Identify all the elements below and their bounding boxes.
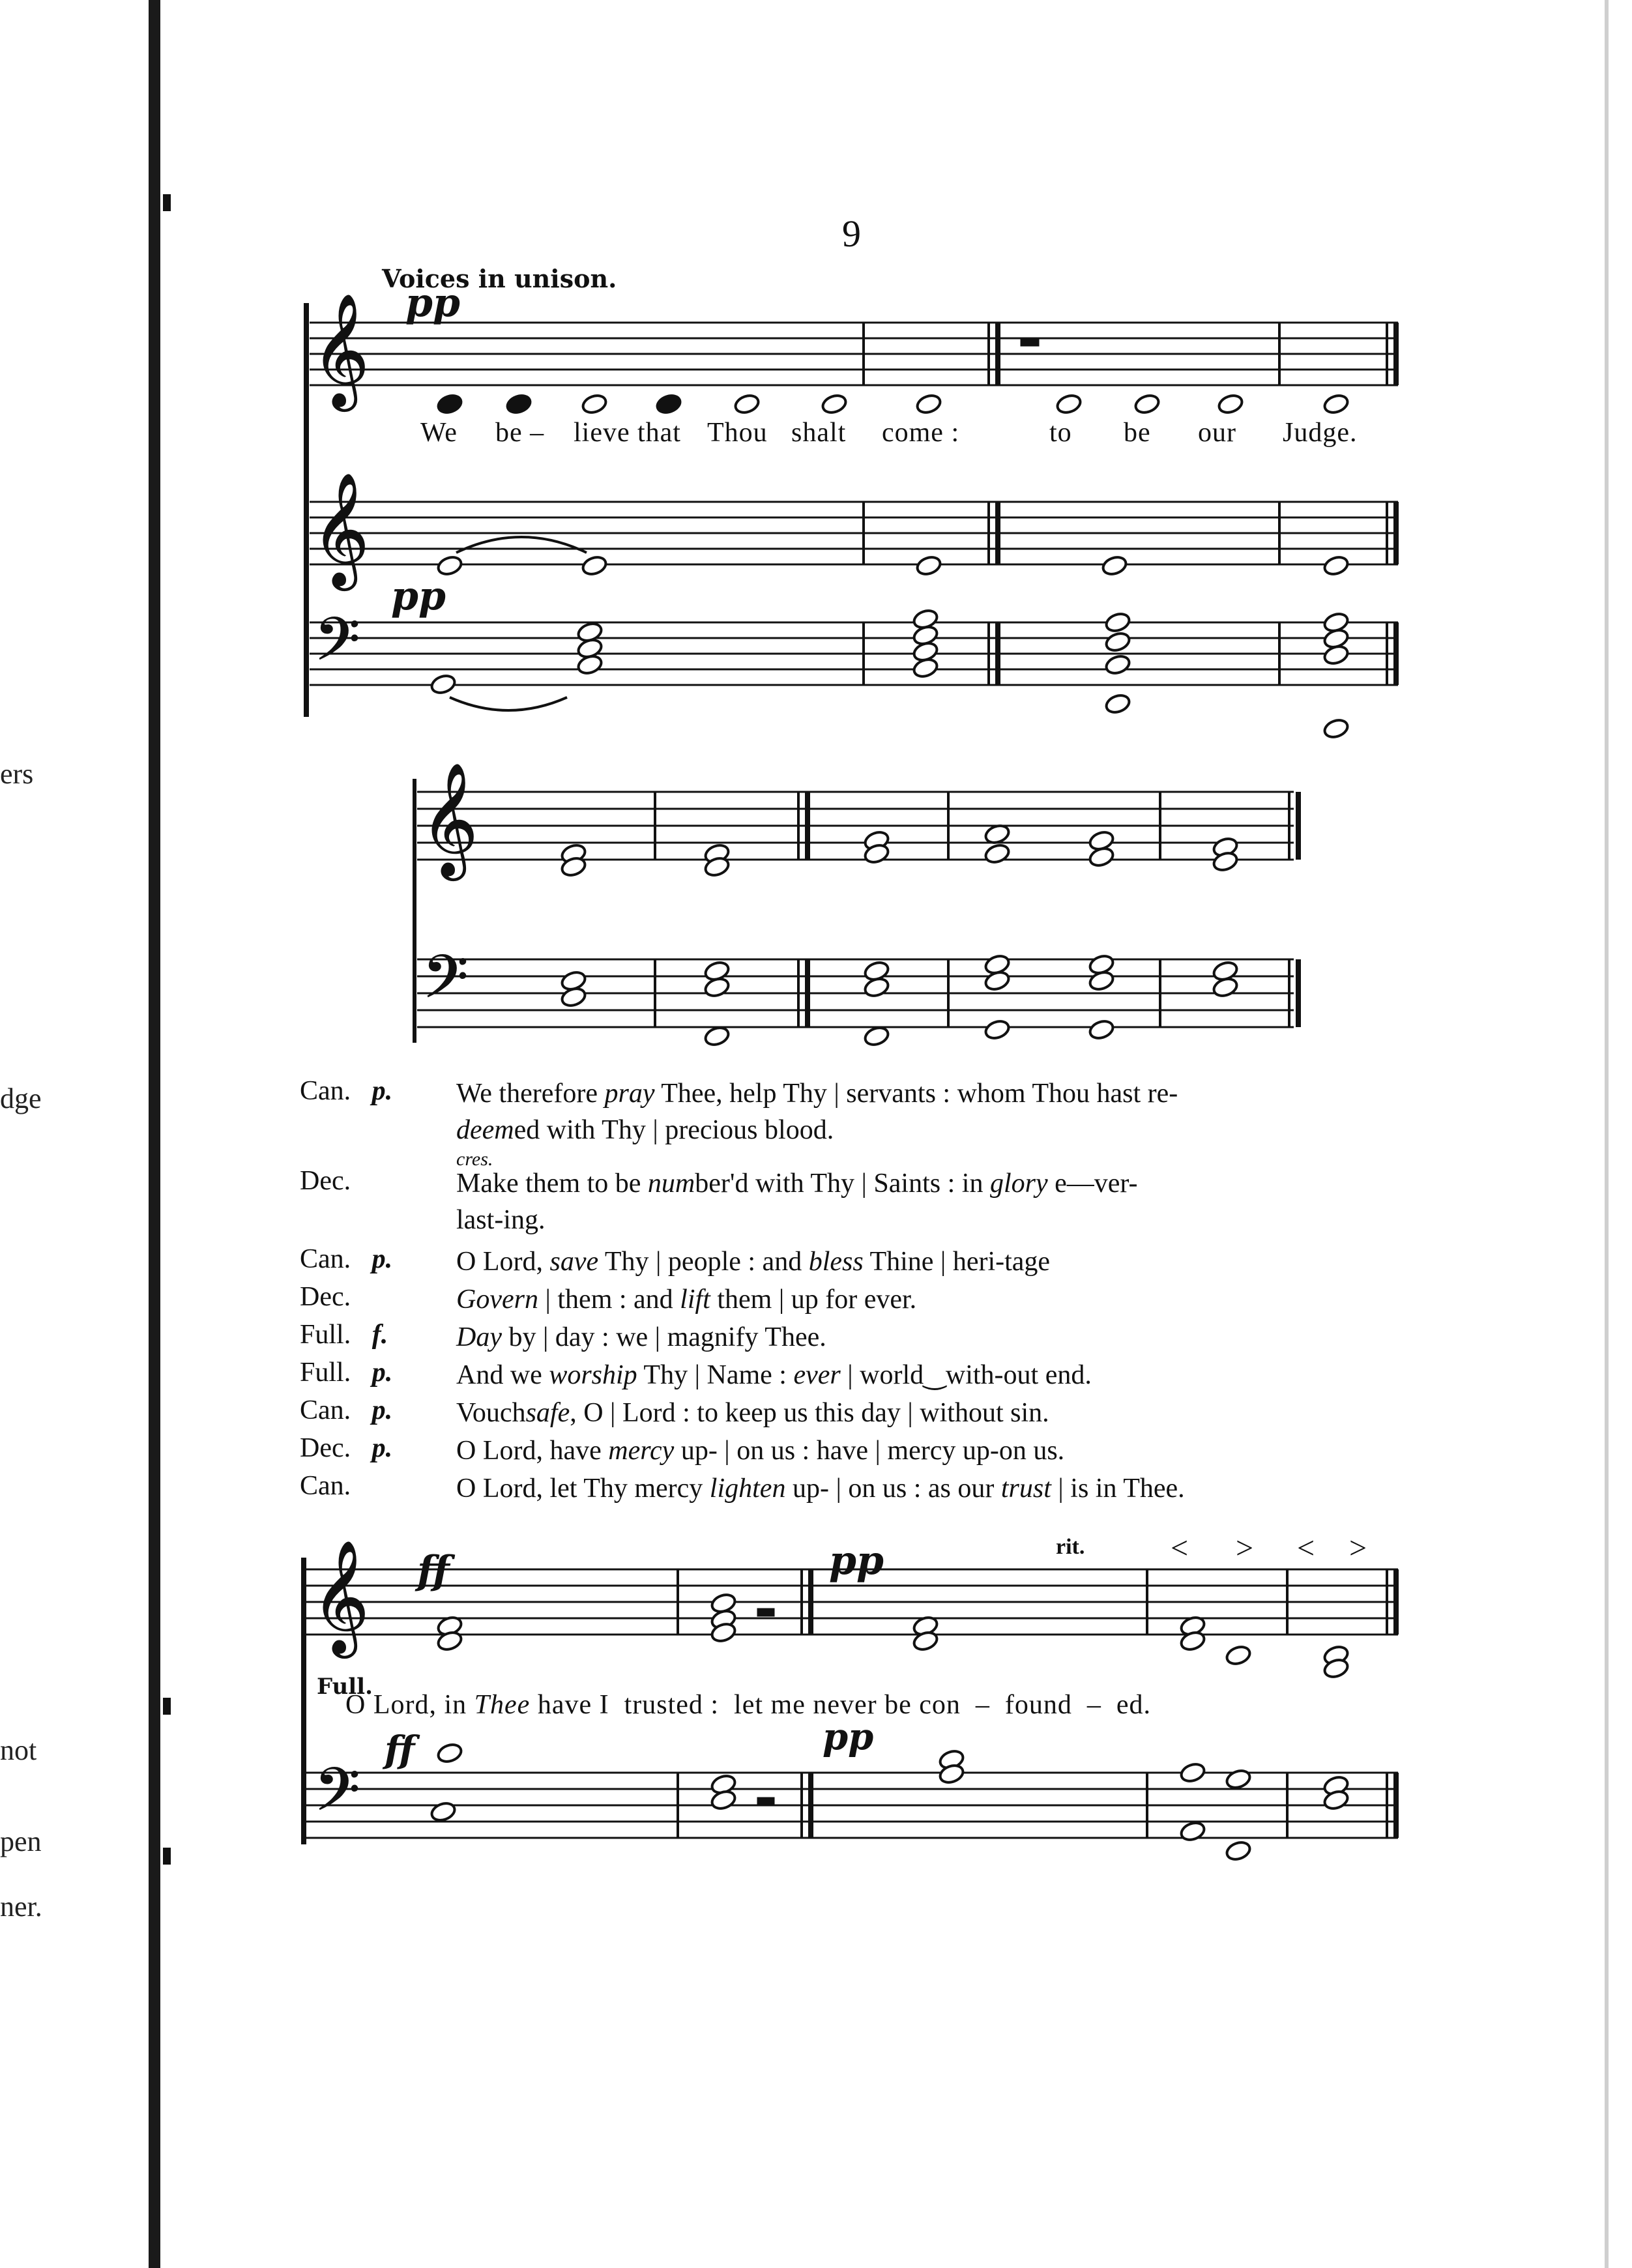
ritardando-mark: rit. [1056,1535,1085,1559]
bass-clef: 𝄢 [314,605,360,688]
chant-text: And we worship Thy | Name : ever | world‿with-out end. [456,1360,1092,1390]
note-head [1088,846,1115,869]
note-head [703,1025,731,1048]
margin-fragment: pen [0,1825,42,1857]
diminuendo-hairpin: > [1349,1531,1367,1565]
note-head [915,393,942,416]
note-head [1225,1644,1252,1667]
chant-text: We therefore pray Thee, help Thy | servants : whom Thou hast re- deemed with Thy | precious blood. [456,1079,1178,1145]
lyric-line: O Lord, in Thee have I trusted : let me never be con – found – ed. [345,1690,1152,1720]
lyric-word: Judge. [1283,418,1358,448]
chant-text: O Lord, let Thy mercy lighten up- | on us : as our trust | is in Thee. [456,1474,1185,1504]
note-head [863,1025,890,1048]
chant-voice-label: Can. [300,1471,351,1501]
lyric-word: lieve [574,418,630,448]
chant-text: Make them to be number'd with Thy | Saints : in glory e—ver- last-ing. [456,1169,1138,1235]
lyric-word: be [1124,418,1151,448]
chant-text: Day by | day : we | magnify Thee. [456,1322,826,1352]
note-head [1104,654,1131,676]
crescendo-hairpin: < [1171,1531,1189,1565]
lyric-word: to [1049,418,1072,448]
note-head [436,555,463,577]
margin-fragment: not [0,1734,37,1766]
dynamic-ff: ff [385,1728,415,1771]
chant-text: Vouchsafe, O | Lord : to keep us this day | without sin. [456,1398,1049,1428]
crescendo-mark: cres. [456,1148,493,1170]
dynamic-pp: pp [823,1715,874,1758]
treble-clef: 𝄞 [312,293,370,407]
note-head [984,843,1011,865]
note-head [1225,1840,1252,1863]
voices-in-unison-label: Voices in unison. [382,264,617,293]
note-head [1088,1019,1115,1041]
treble-clef: 𝄞 [420,763,478,876]
note-head [1212,976,1239,999]
diminuendo-hairpin: > [1236,1531,1254,1565]
dynamic-pp: pp [829,1538,884,1584]
page-number: 9 [842,212,861,255]
note-head [430,673,457,696]
note-head [703,976,731,999]
note-head [581,393,608,416]
treble-clef: 𝄞 [312,1540,370,1653]
note-head [436,1742,463,1765]
half-rest [1021,338,1039,346]
crescendo-hairpin: < [1297,1531,1315,1565]
note-head [581,555,608,577]
full-label: Full. [317,1674,373,1700]
note-head [984,1019,1011,1041]
note-head [915,555,942,577]
note-head [1322,644,1350,667]
half-rest [757,1797,774,1805]
chant-voice-label: Dec. [300,1166,351,1196]
note-head [430,1801,457,1824]
bass-clef: 𝄢 [422,942,469,1026]
treble-clef: 𝄞 [312,472,370,586]
chant-text: Govern | them : and lift them | up for ever. [456,1285,917,1315]
note-head [863,976,890,999]
half-rest [757,1608,774,1616]
note-head [1101,555,1128,577]
dynamic-pp: pp [391,574,446,619]
note-head [1104,631,1131,654]
margin-fragment: dge [0,1083,42,1114]
note-head [1179,1820,1206,1843]
note-head [1104,693,1131,716]
note-head [1133,393,1161,416]
lyric-word: shalt [791,418,847,448]
note-head [1104,611,1131,634]
chant-voice-label: Full. f. [300,1320,388,1350]
lyric-word: our [1198,418,1236,448]
note-head [505,393,532,416]
dynamic-pp: pp [405,280,460,326]
note-head [1322,555,1350,577]
chant-text: O Lord, have mercy up- | on us : have | mercy up-on us. [456,1436,1065,1466]
dynamic-ff: ff [417,1548,450,1593]
note-head [436,393,463,416]
lyric-word: be – [495,418,545,448]
note-head [576,654,604,676]
lyric-word: come : [882,418,960,448]
margin-fragment: ner. [0,1891,42,1923]
note-head [1225,1768,1252,1791]
note-head [1055,393,1083,416]
note-head [733,393,761,416]
margin-fragment: ers [0,758,34,790]
tie [456,537,587,553]
note-head [1322,393,1350,416]
note-head [1217,393,1244,416]
chant-text: O Lord, save Thy | people : and bless Thine | heri-tage [456,1247,1051,1277]
chant-voice-label: Can. p. [300,1395,393,1425]
note-head [1088,970,1115,993]
chant-voice-label: Can. p. [300,1076,393,1106]
chant-voice-label: Dec. p. [300,1433,393,1463]
lyric-word: Thou [707,418,768,448]
note-head [984,970,1011,993]
chant-voice-label: Can. p. [300,1244,393,1274]
note-head [655,393,682,416]
lyric-word: We [420,418,458,448]
chant-voice-label: Dec. [300,1282,351,1312]
note-head [1179,1762,1206,1784]
lyric-word: that [637,418,681,448]
note-head [821,393,848,416]
bass-clef: 𝄢 [314,1755,360,1839]
note-head [560,986,587,1009]
note-head [912,657,939,680]
chant-voice-label: Full. p. [300,1358,393,1388]
tie [450,697,567,710]
note-head [1322,718,1350,740]
